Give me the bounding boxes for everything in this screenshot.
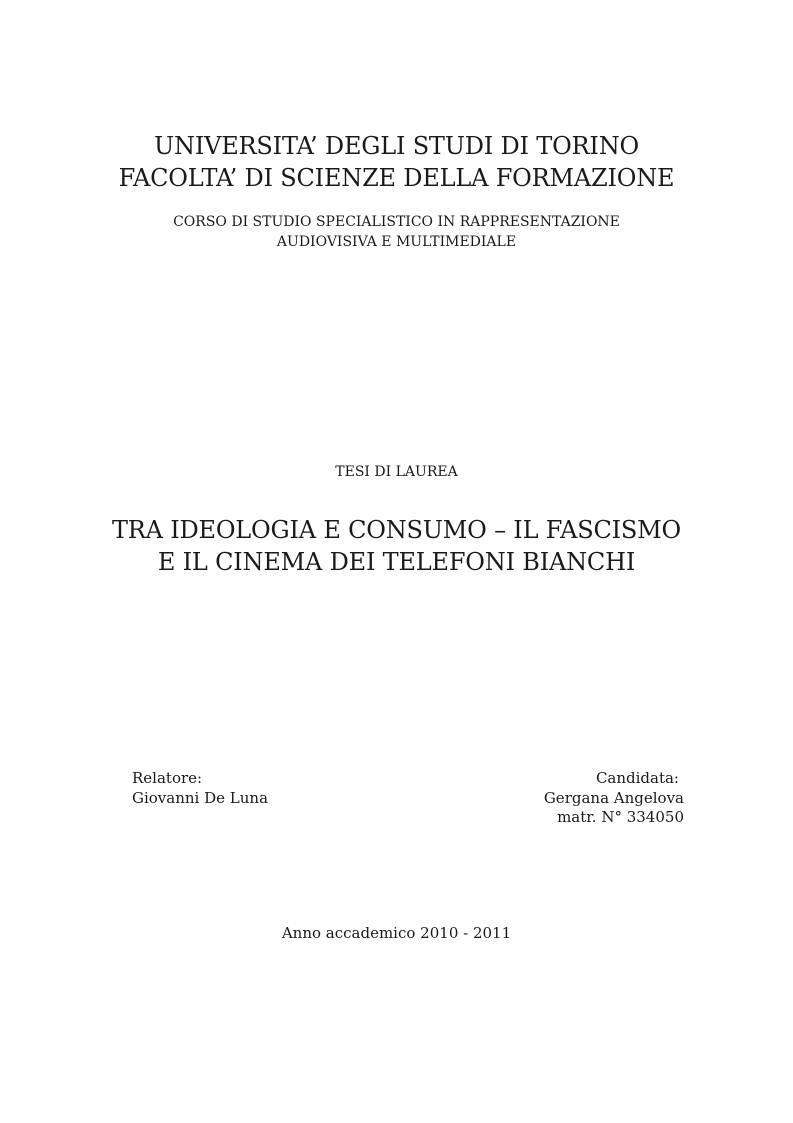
thesis-title [0,514,793,578]
candidate-block [480,769,684,828]
faculty-name: FACOLTA’ DI SCIENZE DELLA FORMAZIONE [118,164,675,192]
thesis-type: TESI DI LAUREA [335,464,458,480]
candidate-label: Candidata: [595,769,679,787]
course-of-study [0,212,793,252]
candidate-matriculation: matr. N° 334050 [557,808,684,826]
advisor-name: Giovanni De Luna [132,788,269,807]
candidate-name: Gergana Angelova [543,788,684,807]
institution-heading [0,130,793,194]
advisor-label: Relatore: [132,769,203,787]
thesis-title-line-2: E IL CINEMA DEI TELEFONI BIANCHI [157,548,636,576]
course-line-2: AUDIOVISIVA E MULTIMEDIALE [276,234,517,250]
course-line-1: CORSO DI STUDIO SPECIALISTICO IN RAPPRESENTAZIONE [173,214,620,230]
academic-year: Anno accademico 2010 - 2011 [281,924,512,942]
university-name: UNIVERSITA’ DEGLI STUDI DI TORINO [154,132,639,160]
thesis-title-line-1: TRA IDEOLOGIA E CONSUMO – IL FASCISMO [111,516,682,544]
advisor-block [132,769,268,808]
